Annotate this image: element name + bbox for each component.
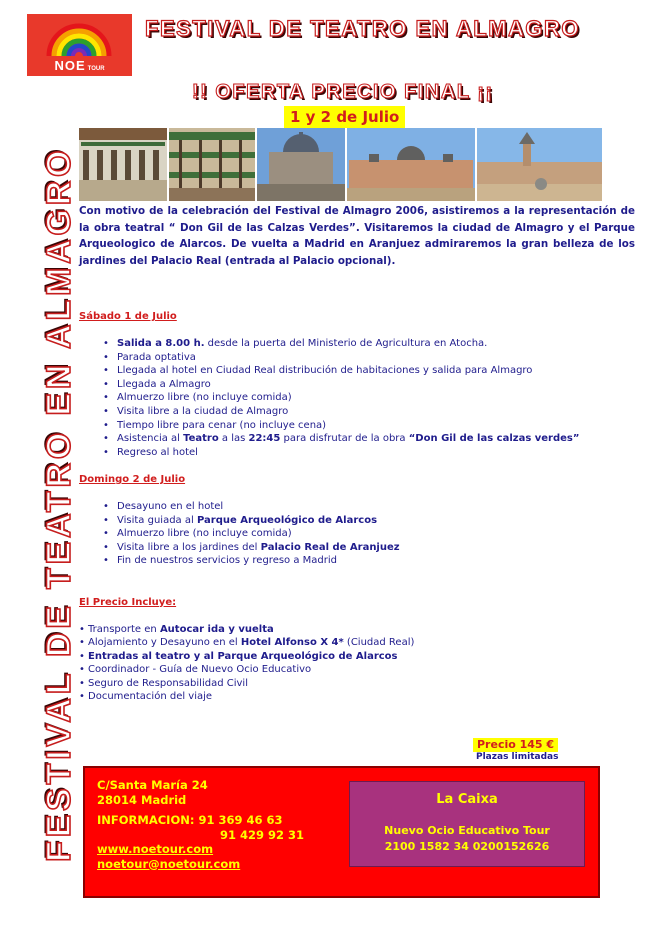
photo-strip <box>79 128 602 201</box>
list-item: • Entradas al teatro y al Parque Arqueológico de Alarcos <box>79 650 414 663</box>
sunday-heading: Domingo 2 de Julio <box>79 474 186 485</box>
list-item: • Fin de nuestros servicios y regreso a Madrid <box>117 554 400 568</box>
bank-box <box>349 781 585 867</box>
vertical-side-title: FESTIVAL DE TEATRO EN ALMAGRO <box>40 146 78 862</box>
address-line-2: 28014 Madrid <box>97 792 187 807</box>
list-item: • Transporte en Autocar ida y vuelta <box>79 623 414 636</box>
list-item: • Parada optativa <box>117 351 579 365</box>
website-link[interactable]: www.noetour.com <box>97 842 214 856</box>
info-phone-2: 91 429 92 31 <box>220 827 305 842</box>
list-item: • Asistencia al Teatro a las 22:45 para disfrutar de la obra “Don Gil de las calzas verdes” <box>117 432 579 446</box>
includes-heading: El Precio Incluye: <box>79 597 177 608</box>
price-badge: Precio 145 € <box>473 738 558 752</box>
info-phone-1: INFORMACION: 91 369 46 63 <box>97 813 283 827</box>
bank-holder: Nuevo Ocio Educativo Tour <box>384 824 550 837</box>
list-item: • Llegada al hotel en Ciudad Real distribución de habitaciones y salida para Almagro <box>117 364 579 378</box>
list-item: • Almuerzo libre (no incluye comida) <box>117 527 400 541</box>
saturday-heading: Sábado 1 de Julio <box>79 311 177 322</box>
bank-account: 2100 1582 34 0200152626 <box>384 840 550 853</box>
intro-paragraph: Con motivo de la celebración del Festival de Almagro 2006, asistiremos a la representación de la obra teatral “ Don Gil de las Calzas Verdes”. Visitaremos la ciudad de Almagro y el Parque Arqueologico de Alarcos. De vuelta a Madrid en Aranjuez admiraremos la gran belleza de los jardines del Palacio Real (entrada al Palacio opcional). <box>79 205 635 267</box>
contact-info <box>97 778 304 871</box>
sunday-list <box>92 500 400 568</box>
photo-palacio-real <box>347 128 475 201</box>
list-item: • Llegada a Almagro <box>117 378 579 392</box>
bank-name: La Caixa <box>436 792 498 807</box>
list-item: • Visita libre a la ciudad de Almagro <box>117 405 579 419</box>
list-item: • Documentación del viaje <box>79 690 414 703</box>
list-item: • Salida a 8.00 h. desde la puerta del Ministerio de Agricultura en Atocha. <box>117 337 579 351</box>
limited-places-note: Plazas limitadas <box>476 752 559 762</box>
address-line-1: C/Santa María 24 <box>97 778 208 792</box>
list-item: • Regreso al hotel <box>117 446 579 460</box>
list-item: • Almuerzo libre (no incluye comida) <box>117 391 579 405</box>
includes-list <box>79 623 414 703</box>
saturday-list <box>92 337 579 459</box>
photo-church-domes <box>257 128 345 201</box>
photo-almagro-plaza <box>79 128 167 201</box>
list-item: • Alojamiento y Desayuno en el Hotel Alfonso X 4* (Ciudad Real) <box>79 636 414 649</box>
list-item: • Tiempo libre para cenar (no incluye cena) <box>117 419 579 433</box>
list-item: • Coordinador - Guía de Nuevo Ocio Educativo <box>79 663 414 676</box>
noe-tour-logo <box>27 14 132 76</box>
email-link[interactable]: noetour@noetour.com <box>97 856 241 871</box>
list-item: • Visita guiada al Parque Arqueológico de Alarcos <box>117 514 400 528</box>
page-title: FESTIVAL DE TEATRO EN ALMAGRO <box>145 16 581 41</box>
list-item: • Desayuno en el hotel <box>117 500 400 514</box>
offer-heading: !! OFERTA PRECIO FINAL ¡¡ <box>192 81 494 103</box>
photo-corral-comedias <box>169 128 255 201</box>
photo-aranjuez-gardens <box>477 128 602 201</box>
list-item: • Visita libre a los jardines del Palacio Real de Aranjuez <box>117 541 400 555</box>
logo-text: NOE TOUR <box>54 58 105 73</box>
dates-badge: 1 y 2 de Julio <box>284 106 405 128</box>
list-item: • Seguro de Responsabilidad Civil <box>79 677 414 690</box>
contact-footer <box>83 766 600 898</box>
